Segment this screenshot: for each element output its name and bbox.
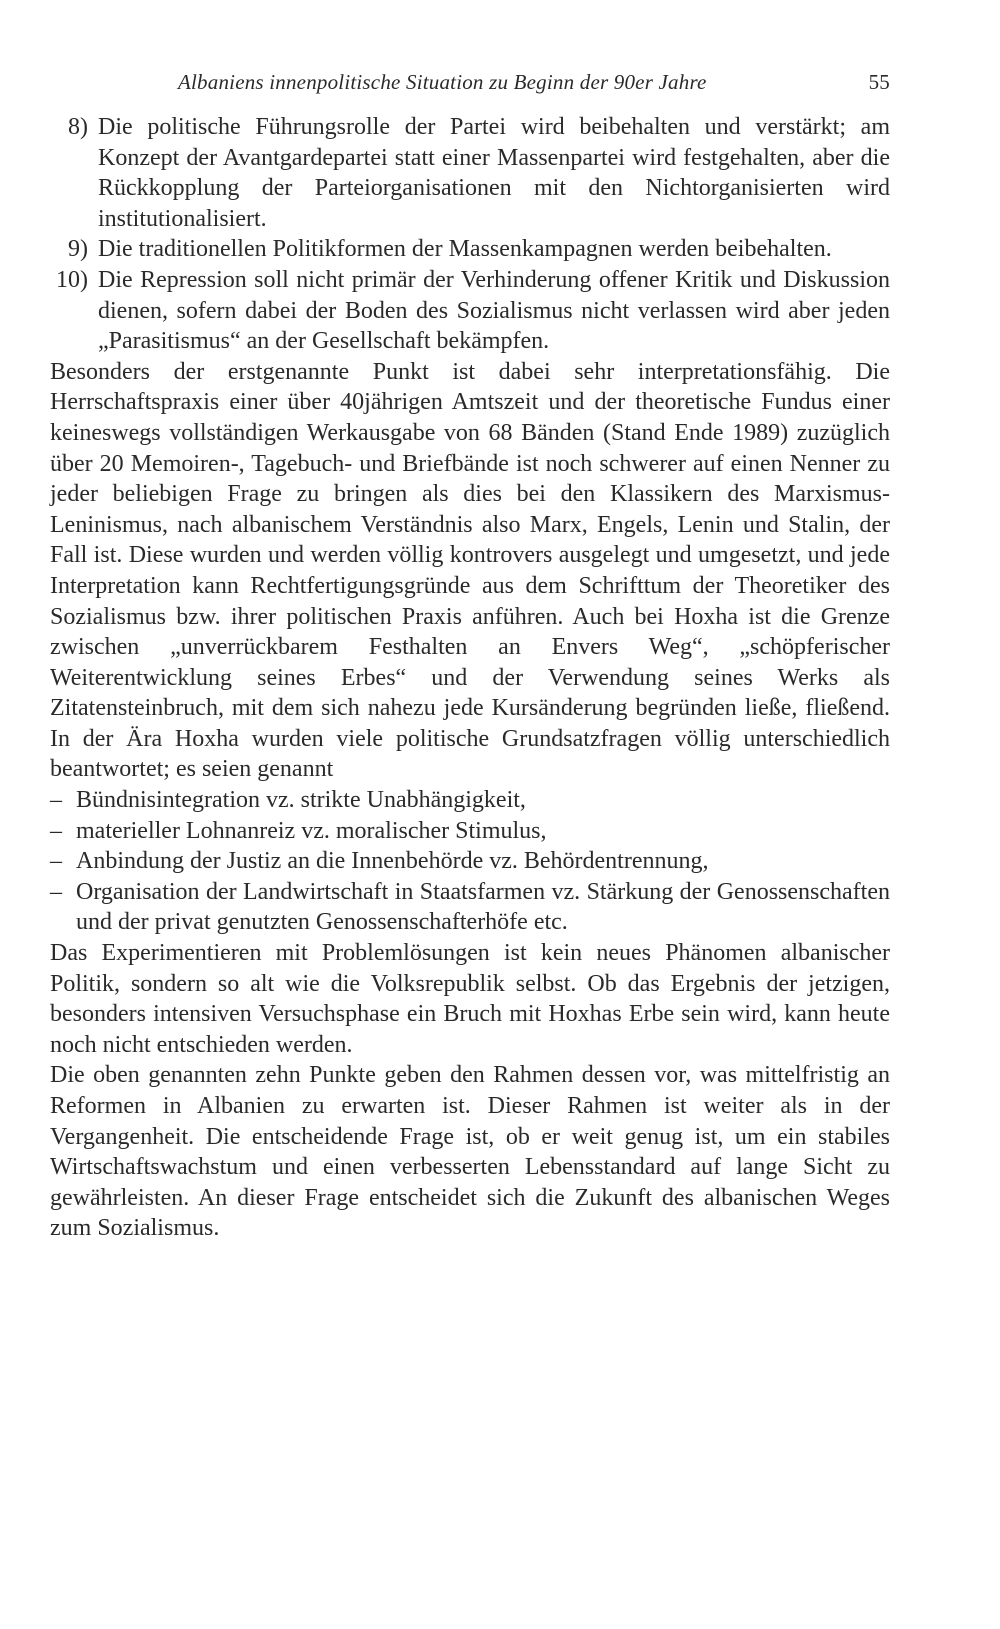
list-dash: – <box>50 878 62 905</box>
paragraph-conclusion: Die oben genannten zehn Punkte geben den Rahmen dessen vor, was mittelfristig an Reformen in Albanien zu erwarten ist. Dieser Rahmen ist weiter als in der Vergangenheit. Die entscheidende Frage ist, ob er weit genug ist, um ein stabiles Wirtschaftswachstum und einen verbesserten Lebensstandard auf lange Sicht zu gewährleisten. An dieser Frage entscheidet sich die Zukunft des albanischen Weges zum Sozialismus. <box>50 1062 890 1242</box>
numbered-item-9 <box>50 234 890 265</box>
item-text: Die traditionellen Politikformen der Massenkampagnen werden beibehalten. <box>98 236 832 263</box>
item-number: 9) <box>68 236 88 263</box>
running-head-title: Albaniens innenpolitische Situation zu Beginn der 90er Jahre <box>178 70 707 94</box>
list-dash: – <box>50 817 62 844</box>
numbered-item-10 <box>50 265 890 357</box>
paragraph-interpretation: Besonders der erstgenannte Punkt ist dabei sehr interpretationsfähig. Die Herrschaftspraxis einer über 40jährigen Amtszeit und der theoretische Fundus einer keineswegs vollständigen Werkausgabe von 68 Bänden (Stand Ende 1989) zuzüglich über 20 Memoiren-, Tagebuch- und Briefbände ist noch schwerer auf einen Nenner zu jeder beliebigen Frage zu bringen als dies bei den Klassikern des Marxismus-Leninismus, nach albanischem Verständnis also Marx, Engels, Lenin und Stalin, der Fall ist. Diese wurden und werden völlig kontrovers ausgelegt und umgesetzt, und jede Interpretation kann Rechtfertigungsgründe aus dem Schrifttum der Theoretiker des Sozialismus bzw. ihrer politischen Praxis anführen. Auch bei Hoxha ist die Grenze zwischen „unverrückbarem Festhalten an Envers Weg“, „schöpferischer Weiterentwicklung seines Erbes“ und der Verwendung seines Werks als Zitatensteinbruch, mit dem sich nahezu jede Kursänderung begründen ließe, fließend. In der Ära Hoxha wurden viele politische Grundsatzfragen völlig unterschiedlich beantwortet; es seien genannt <box>50 358 890 783</box>
list-dash: – <box>50 787 62 814</box>
list-item-text: Anbindung der Justiz an die Innenbehörde vz. Behördentrennung, <box>76 848 709 875</box>
item-number: 8) <box>68 114 88 140</box>
page-number: 55 <box>868 70 890 94</box>
item-text: Die politische Führungsrolle der Partei wird beibehalten und verstärkt; am Konzept der Avantgardepartei statt einer Massenpartei wird festgehalten, aber die Rückkopplung der Parteiorganisationen mit den Nichtorganisierten wird institutionalisiert. <box>98 114 890 232</box>
list-item-text: Organisation der Landwirtschaft in Staatsfarmen vz. Stärkung der Genossenschaften und der privat genutzten Genossenschafterhöfe etc. <box>76 878 890 936</box>
list-item <box>50 816 890 847</box>
paragraph-experimentation: Das Experimentieren mit Problemlösungen ist kein neues Phänomen albanischer Politik, sondern so alt wie die Volksrepublik selbst. Ob das Ergebnis der jetzigen, besonders intensiven Versuchsphase ein Bruch mit Hoxhas Erbe sein wird, kann heute noch nicht entschieden werden. <box>50 940 890 1058</box>
body-text <box>50 112 890 1244</box>
list-item-text: materieller Lohnanreiz vz. moralischer Stimulus, <box>76 817 547 844</box>
book-page <box>50 60 890 1600</box>
item-text: Die Repression soll nicht primär der Verhinderung offener Kritik und Diskussion dienen, sofern dabei der Boden des Sozialismus nicht verlassen wird aber jeden „Parasitismus“ an der Gesellschaft bekämpfen. <box>98 266 890 355</box>
list-item <box>50 877 890 938</box>
numbered-item-8 <box>50 112 890 234</box>
running-head <box>50 60 890 112</box>
list-item <box>50 785 890 816</box>
list-item <box>50 846 890 877</box>
list-dash: – <box>50 848 62 875</box>
list-item-text: Bündnisintegration vz. strikte Unabhängigkeit, <box>76 787 526 814</box>
item-number: 10) <box>56 266 88 293</box>
